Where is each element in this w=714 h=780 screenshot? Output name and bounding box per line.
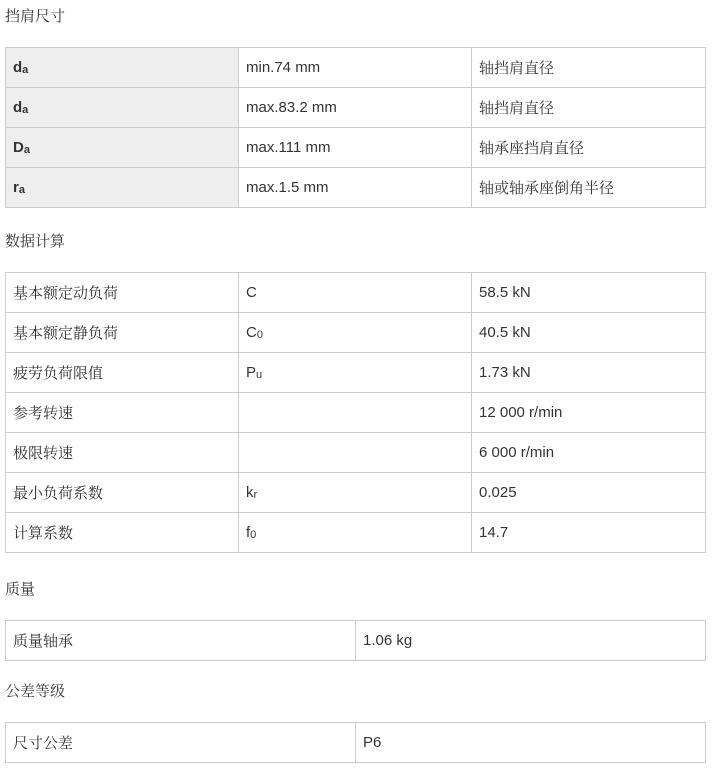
tolerance-table	[5, 722, 706, 763]
label-cell: 极限转速	[6, 433, 239, 473]
label-cell: 质量轴承	[6, 621, 356, 661]
label-cell: 尺寸公差	[6, 723, 356, 763]
table-row	[6, 393, 706, 433]
value-cell: max.83.2 mm	[239, 88, 472, 128]
label-cell: 基本额定静负荷	[6, 313, 239, 353]
value-cell: max.1.5 mm	[239, 168, 472, 208]
symbol-subscript: 0	[256, 329, 263, 341]
section-title-tolerance: 公差等级	[5, 683, 66, 700]
symbol: d	[13, 59, 23, 76]
table-row	[6, 513, 706, 553]
table-row	[6, 353, 706, 393]
value-cell: 14.7	[472, 513, 706, 553]
description-cell: 轴挡肩直径	[472, 88, 706, 128]
symbol-cell	[6, 48, 239, 88]
label-cell: 疲劳负荷限值	[6, 353, 239, 393]
symbol-cell	[239, 393, 472, 433]
symbol: f	[246, 524, 251, 541]
table-row	[6, 128, 706, 168]
value-cell: 12 000 r/min	[472, 393, 706, 433]
description-cell: 轴或轴承座倒角半径	[472, 168, 706, 208]
symbol: k	[246, 484, 254, 501]
symbol-cell	[239, 313, 472, 353]
symbol-cell	[239, 273, 472, 313]
symbol-cell	[6, 168, 239, 208]
value-cell: min.74 mm	[239, 48, 472, 88]
table-row	[6, 48, 706, 88]
symbol-subscript: 0	[250, 529, 257, 541]
calculation-table	[5, 272, 706, 553]
value-cell: 40.5 kN	[472, 313, 706, 353]
symbol-cell	[239, 433, 472, 473]
table-row	[6, 313, 706, 353]
symbol-cell	[6, 128, 239, 168]
table-row	[6, 168, 706, 208]
symbol-subscript: a	[22, 64, 29, 76]
symbol: P	[246, 364, 257, 381]
section-title-mass: 质量	[5, 581, 36, 598]
label-cell: 最小负荷系数	[6, 473, 239, 513]
symbol: C	[246, 284, 257, 301]
table-row	[6, 473, 706, 513]
symbol: D	[13, 139, 24, 156]
section-title-calculation: 数据计算	[5, 233, 66, 250]
table-row	[6, 723, 706, 763]
label-cell: 基本额定动负荷	[6, 273, 239, 313]
symbol-subscript: a	[18, 184, 25, 196]
table-row	[6, 621, 706, 661]
section-title-abutment: 挡肩尺寸	[5, 8, 66, 25]
value-cell: 0.025	[472, 473, 706, 513]
table-row	[6, 88, 706, 128]
symbol-cell	[239, 353, 472, 393]
value-cell: 1.73 kN	[472, 353, 706, 393]
value-cell: 58.5 kN	[472, 273, 706, 313]
symbol-subscript: u	[256, 369, 263, 381]
mass-table	[5, 620, 706, 661]
symbol-subscript: a	[23, 144, 30, 156]
table-row	[6, 273, 706, 313]
label-cell: 计算系数	[6, 513, 239, 553]
value-cell: 6 000 r/min	[472, 433, 706, 473]
value-cell: 1.06 kg	[356, 621, 706, 661]
description-cell: 轴承座挡肩直径	[472, 128, 706, 168]
symbol-cell	[239, 513, 472, 553]
symbol: r	[13, 179, 19, 196]
description-cell: 轴挡肩直径	[472, 48, 706, 88]
abutment-table	[5, 47, 706, 208]
label-cell: 参考转速	[6, 393, 239, 433]
symbol-cell	[239, 473, 472, 513]
table-row	[6, 433, 706, 473]
symbol: C	[246, 324, 257, 341]
symbol-subscript: r	[253, 489, 258, 501]
value-cell: P6	[356, 723, 706, 763]
symbol: d	[13, 99, 23, 116]
symbol-cell	[6, 88, 239, 128]
value-cell: max.111 mm	[239, 128, 472, 168]
symbol-subscript: a	[22, 104, 29, 116]
